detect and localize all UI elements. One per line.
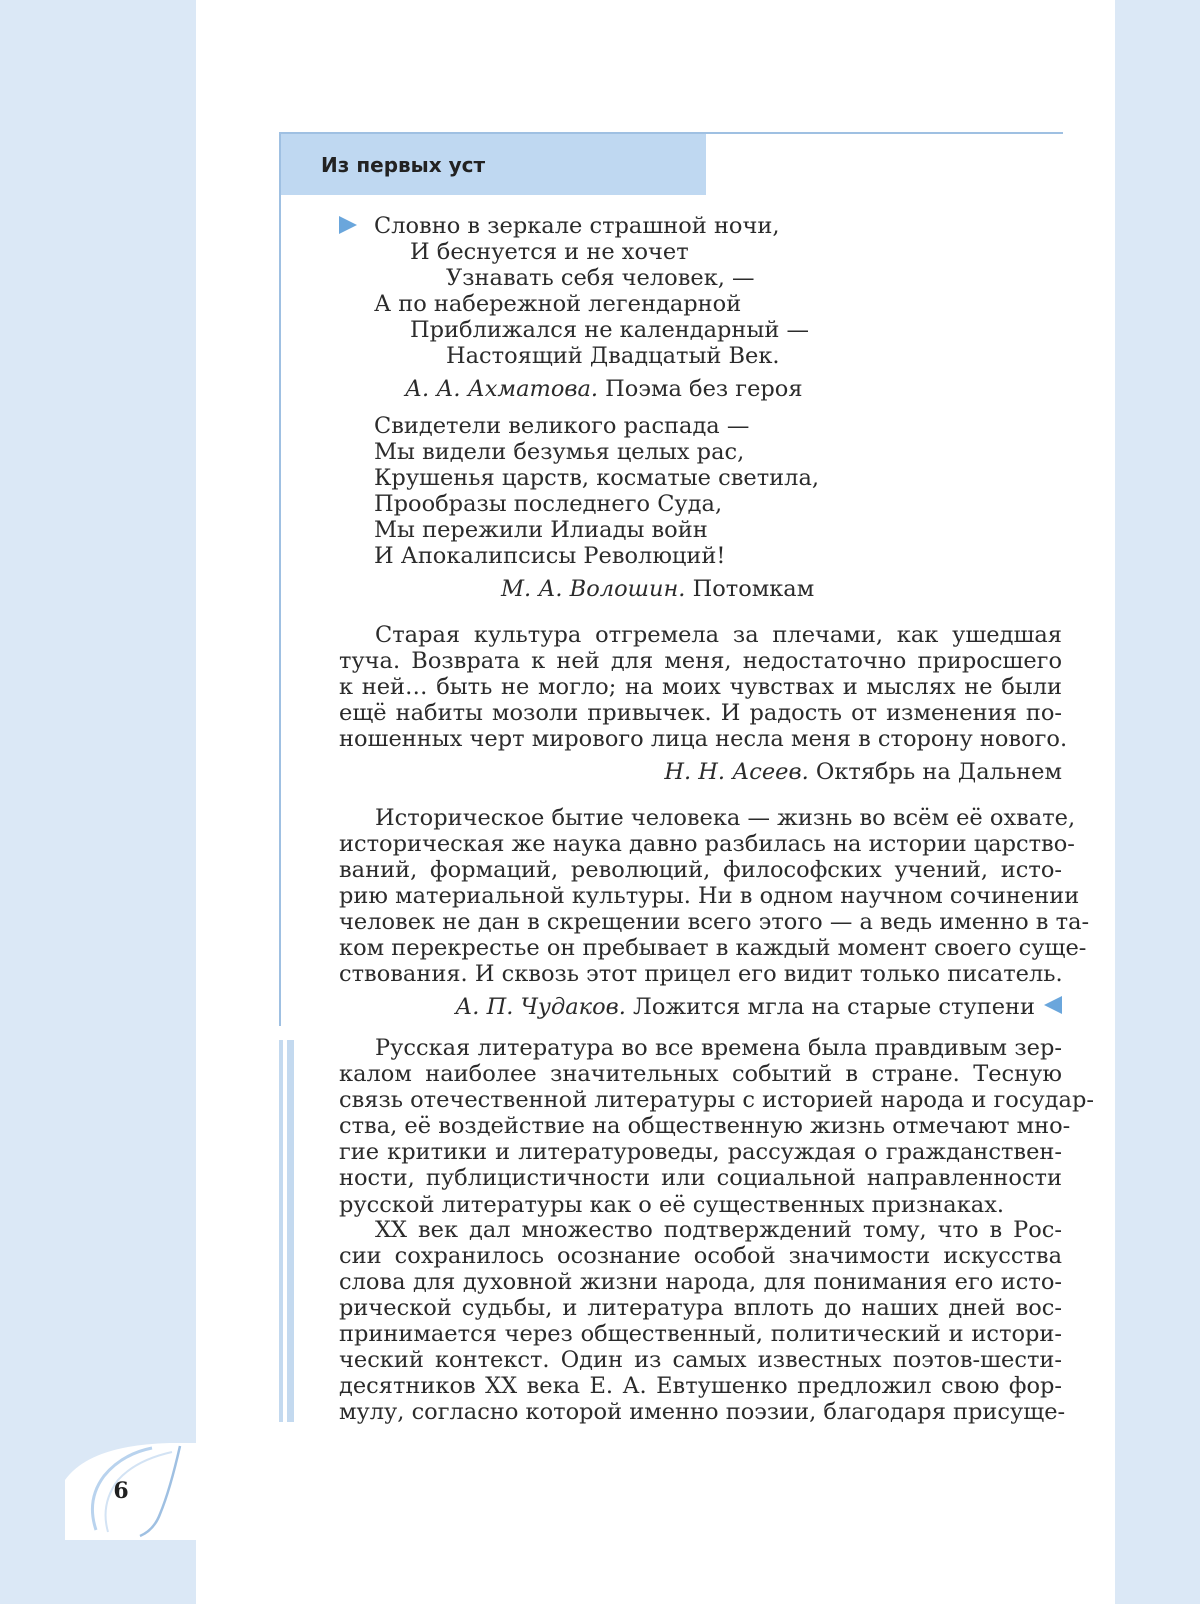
poem-line: Мы видели безумья целых рас, <box>374 439 745 465</box>
body-line: принимается через общественный, политический и истори- <box>339 1321 1062 1347</box>
body-line: калом наиболее значительных событий в стране. Тесную <box>339 1061 1062 1087</box>
poem-line: Словно в зеркале страшной ночи, <box>374 213 780 239</box>
prose-line: туча. Возврата к ней для меня, недостаточно приросшего <box>339 648 1062 674</box>
prose-line: Историческое бытие человека — жизнь во всём её охвате, <box>375 805 1076 831</box>
body-line: ства, её воздействие на общественную жизнь отмечают мно- <box>339 1113 1071 1139</box>
attribution-work: Октябрь на Дальнем <box>808 759 1062 785</box>
quote-attribution <box>501 576 814 602</box>
box-left-rule <box>279 132 281 1026</box>
prose-line: ком перекрестье он пребывает в каждый момент своего суще- <box>339 935 1087 961</box>
prose-line: ваний, формаций, революций, философских учений, исто- <box>339 857 1062 883</box>
prose-line: историческая же наука давно разбилась на истории царство- <box>339 831 1075 857</box>
body-line: ности, публицистичности или социальной направленности <box>339 1165 1062 1191</box>
attribution-work: Ложится мгла на старые ступени <box>625 994 1035 1020</box>
quote-attribution <box>455 994 1035 1020</box>
poem-line: И Апокалипсисы Революций! <box>374 543 726 569</box>
body-line: рической судьбы, и литература вплоть до наших дней вос- <box>339 1295 1062 1321</box>
poem-line: Приближался не календарный — <box>410 317 809 343</box>
body-line: XX век дал множество подтверждений тому, что в Рос- <box>375 1217 1062 1243</box>
prose-line: ствования. И сквозь этот прицел его видит только писатель. <box>339 961 1063 987</box>
prose-line: к ней… быть не могло; на моих чувствах и мыслях не были <box>339 674 1062 700</box>
body-line: десятников XX века Е. А. Евтушенко предложил свою фор- <box>339 1373 1062 1399</box>
prose-line: ношенных черт мирового лица несла меня в сторону нового. <box>339 726 1068 752</box>
body-line: русской литературы как о её существенных признаках. <box>339 1192 1005 1218</box>
quote-start-marker-icon <box>339 216 357 234</box>
poem-line: Мы пережили Илиады войн <box>374 517 708 543</box>
prose-line: человек не дан в скрещении всего этого — а ведь именно в та- <box>339 909 1090 935</box>
prose-line: Старая культура отгремела за плечами, как ушедшая <box>375 622 1062 648</box>
body-line: ческий контекст. Один из самых известных поэтов-шести- <box>339 1347 1062 1373</box>
prose-line: рию материальной культуры. Ни в одном научном сочинении <box>339 883 1080 909</box>
left-margin-band <box>0 0 196 1604</box>
poem-line: Прообразы последнего Суда, <box>374 491 723 517</box>
poem-line: Настоящий Двадцатый Век. <box>446 343 780 369</box>
poem-line: А по набережной легендарной <box>374 291 742 317</box>
attribution-author: М. А. Волошин. <box>501 576 686 602</box>
attribution-author: А. А. Ахматова. <box>405 376 599 402</box>
poem-line: Свидетели великого распада — <box>374 413 750 439</box>
box-title: Из первых уст <box>281 134 706 195</box>
attribution-author: Н. Н. Асеев. <box>664 759 809 785</box>
page-number: 6 <box>113 1478 129 1504</box>
body-line: слова для духовной жизни народа, для понимания его исто- <box>339 1269 1062 1295</box>
poem-line: Крушенья царств, косматые светила, <box>374 465 820 491</box>
body-line: связь отечественной литературы с историей народа и государ- <box>339 1087 1094 1113</box>
attribution-work: Поэма без героя <box>598 376 803 402</box>
prose-line: ещё набиты мозоли привычек. И радость от изменения по- <box>339 700 1062 726</box>
body-line: мулу, согласно которой именно поэзии, благодаря присуще- <box>339 1399 1066 1425</box>
margin-bar <box>287 1040 294 1422</box>
poem-line: И беснуется и не хочет <box>410 239 689 265</box>
quote-end-marker-icon <box>1044 996 1062 1014</box>
body-line: сии сохранилось осознание особой значимости искусства <box>339 1243 1062 1269</box>
attribution-author: А. П. Чудаков. <box>455 994 626 1020</box>
poem-line: Узнавать себя человек, — <box>446 265 755 291</box>
margin-bar <box>279 1040 283 1422</box>
quote-attribution <box>664 759 1062 785</box>
body-line: Русская литература во все времена была правдивым зер- <box>375 1035 1062 1061</box>
attribution-work: Потомкам <box>685 576 815 602</box>
body-line: гие критики и литературоведы, рассуждая о гражданствен- <box>339 1139 1062 1165</box>
quote-attribution <box>405 376 803 402</box>
right-margin-band <box>1115 0 1200 1604</box>
